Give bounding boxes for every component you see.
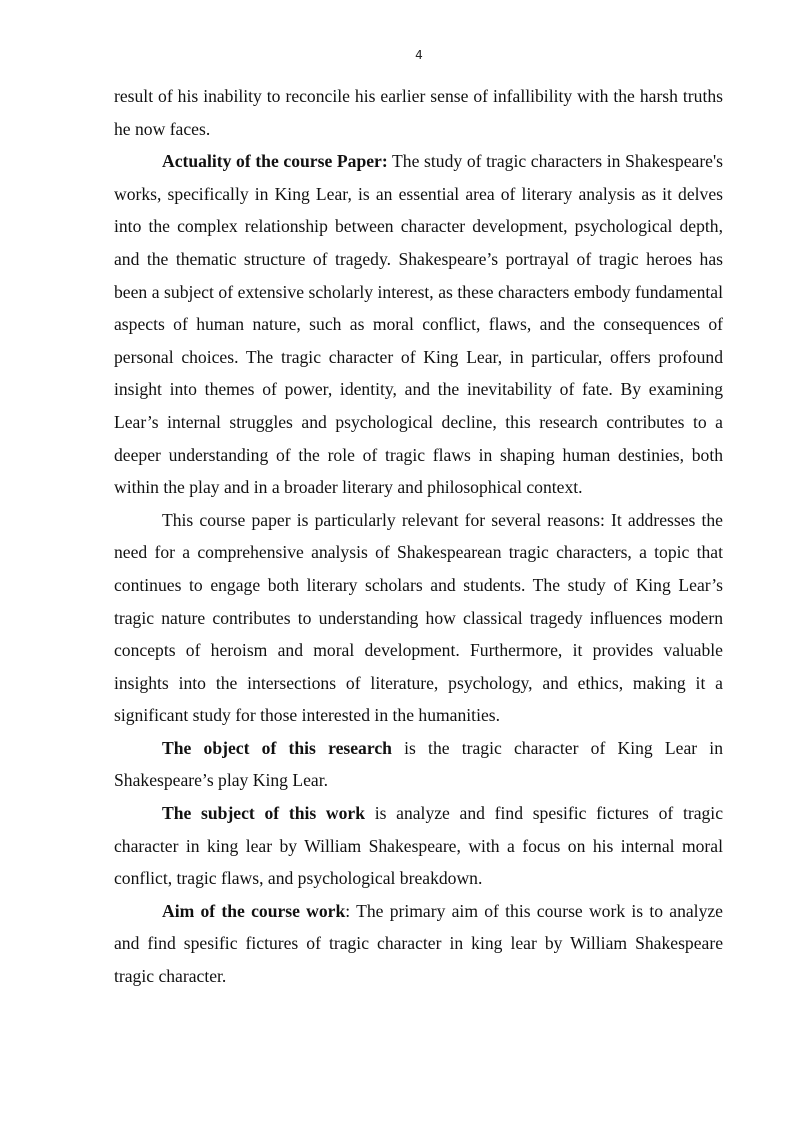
paragraph-heading: The subject of this work — [162, 803, 366, 824]
paragraph-text: is the tragic character of King Lear in Shakespeare’s play King Lear. — [114, 737, 723, 791]
paragraph-heading: Actuality of the course Paper: — [162, 151, 388, 172]
paragraph-text: : The primary aim of this course work is to analyze and find spesific fictures of tragic character in king lear by William Shakespeare tragic character. — [114, 900, 723, 987]
body-text — [114, 80, 723, 993]
paragraph-aim — [114, 895, 723, 993]
paragraph-continued — [114, 80, 723, 145]
paragraph-text: result of his inability to reconcile his earlier sense of infallibility with the harsh truths he now faces. — [114, 86, 723, 139]
page-number: 4 — [415, 48, 423, 62]
paragraph-heading: The object of this research — [162, 737, 392, 758]
paragraph-text: is analyze and find spesific fictures of tragic character in king lear by William Shakespeare, with a focus on his internal moral conflict, tragic flaws, and psychological breakdown. — [114, 803, 723, 889]
paragraph-actuality — [114, 145, 723, 504]
paragraph-text: This course paper is particularly relevant for several reasons: It addresses the need for a comprehensive analysis of Shakespearean tragic characters, a topic that continues to engage both literary scholars and students. The study of King Lear’s tragic nature contributes to understanding how classical tragedy influences modern concepts of heroism and moral development. Furthermore, it provides valuable insights into the intersections of literature, psychology, and ethics, making it a significant study for those interested in the humanities. — [114, 509, 723, 726]
paragraph-subject — [114, 797, 723, 895]
paragraph-object — [114, 732, 723, 797]
paragraph-text: The study of tragic characters in Shakespeare's works, specifically in King Lear, is an essential area of literary analysis as it delves into the complex relationship between character development, psychological depth, and the thematic structure of tragedy. Shakespeare’s portrayal of tragic heroes has been a subject of extensive scholarly interest, as these characters embody fundamental aspects of human nature, such as moral conflict, flaws, and the consequences of personal choices. The tragic character of King Lear, in particular, offers profound insight into themes of power, identity, and the inevitability of fate. By examining Lear’s internal struggles and psychological decline, this research contributes to a deeper understanding of the role of tragic flaws in shaping human destinies, both within the play and in a broader literary and philosophical context. — [114, 151, 724, 498]
paragraph-heading: Aim of the course work — [162, 900, 346, 921]
paragraph-relevance — [114, 504, 723, 732]
